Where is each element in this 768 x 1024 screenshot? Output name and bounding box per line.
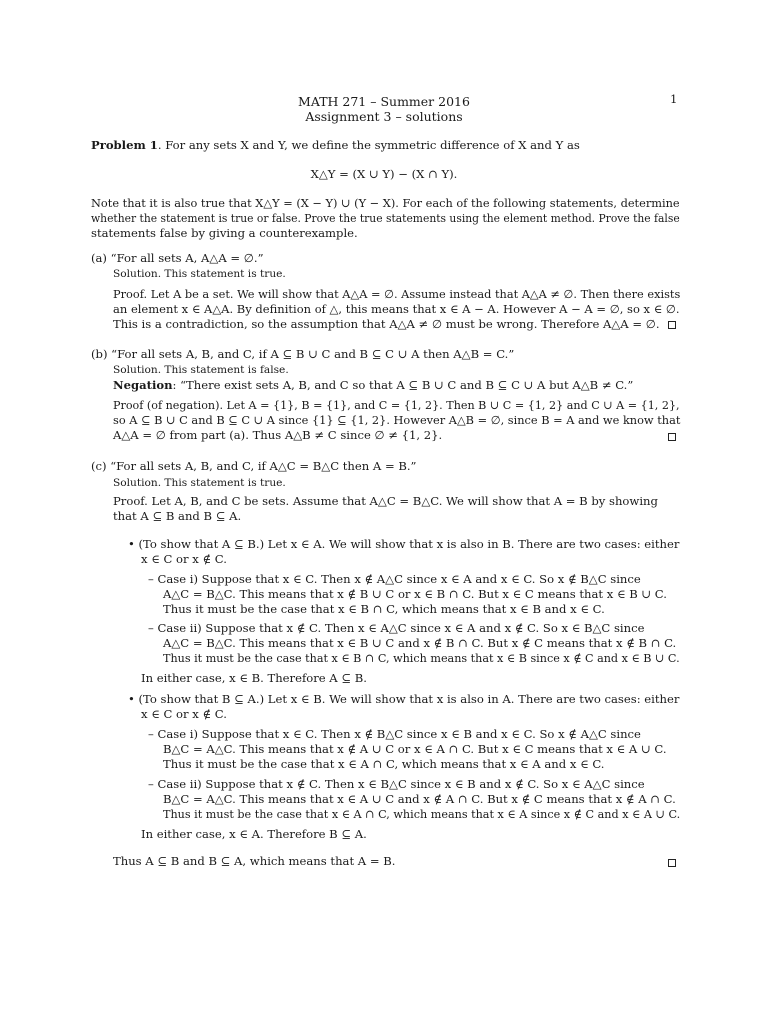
case-line: Thus it must be the case that x ∈ B ∩ C, which means that x ∈ B since x ∉ C and x ∈ B ∪ C.	[163, 651, 680, 665]
part-c-proof-line: Proof. Let A, B, and C be sets. Assume that A△C = B△C. We will show that A = B by showing	[113, 494, 658, 508]
negation-label: Negation	[113, 378, 173, 392]
part-a-proof-line: an element x ∈ A△A. By definition of △, this means that x ∈ A − A. However A − A = ∅, so x ∈ ∅.	[113, 302, 680, 316]
page-number: 1	[670, 92, 678, 106]
qed-square-icon	[668, 859, 676, 867]
part-b-proof-line: A△A = ∅ from part (a). Thus A△B ≠ C since ∅ ≠ {1, 2}.	[113, 428, 443, 442]
case-line: – Case ii) Suppose that x ∉ C. Then x ∈ B△C since x ∈ B and x ∉ C. So x ∈ A△C since	[148, 777, 645, 791]
case-line: B△C = A△C. This means that x ∈ A ∪ C and x ∉ A ∩ C. But x ∉ C means that x ∉ A ∩ C.	[163, 792, 676, 806]
problem-intro	[91, 138, 580, 153]
qed-square-icon	[668, 321, 676, 329]
part-c-conclusion: Thus A ⊆ B and B ⊆ A, which means that A = B.	[113, 854, 396, 868]
part-a-solution: Solution. This statement is true.	[113, 268, 286, 280]
course-title: MATH 271 – Summer 2016	[298, 94, 470, 109]
negation-text: : “There exist sets A, B, and C so that A ⊆ B ∪ C and B ⊆ C ∪ A but A△B ≠ C.”	[172, 378, 634, 392]
definition-formula: X△Y = (X ∪ Y) − (X ∩ Y).	[310, 167, 458, 181]
part-a-proof-line: This is a contradiction, so the assumption that A△A ≠ ∅ must be wrong. Therefore A△A = ∅.	[113, 317, 660, 331]
case-line: – Case i) Suppose that x ∈ C. Then x ∉ B△C since x ∈ B and x ∈ C. So x ∉ A△C since	[148, 727, 641, 741]
part-a-statement: (a) “For all sets A, A△A = ∅.”	[91, 251, 264, 265]
problem-intro-text: . For any sets X and Y, we define the symmetric difference of X and Y as	[157, 138, 580, 152]
part-c-solution: Solution. This statement is true.	[113, 477, 286, 489]
case-line: B△C = A△C. This means that x ∉ A ∪ C or x ∈ A ∩ C. But x ∈ C means that x ∈ A ∪ C.	[163, 742, 667, 756]
part-b-negation	[113, 378, 633, 393]
part-c-proof-line: that A ⊆ B and B ⊆ A.	[113, 509, 242, 523]
case-line: – Case i) Suppose that x ∈ C. Then x ∉ A△C since x ∈ A and x ∈ C. So x ∉ B△C since	[148, 572, 641, 586]
either-case-line: In either case, x ∈ A. Therefore B ⊆ A.	[141, 827, 367, 841]
part-b-solution: Solution. This statement is false.	[113, 364, 289, 376]
case-line: A△C = B△C. This means that x ∈ B ∪ C and x ∉ B ∩ C. But x ∉ C means that x ∉ B ∩ C.	[163, 636, 677, 650]
case-line: Thus it must be the case that x ∈ A ∩ C, which means that x ∈ A and x ∈ C.	[163, 757, 605, 771]
case-line: – Case ii) Suppose that x ∉ C. Then x ∈ A△C since x ∈ A and x ∉ C. So x ∈ B△C since	[148, 621, 645, 635]
part-a-proof-line: Proof. Let A be a set. We will show that A△A = ∅. Assume instead that A△A ≠ ∅. Then there exists	[113, 287, 681, 301]
case-line: A△C = B△C. This means that x ∉ B ∪ C or x ∈ B ∩ C. But x ∈ C means that x ∈ B ∪ C.	[163, 587, 667, 601]
part-c-statement: (c) “For all sets A, B, and C, if A△C = B△C then A = B.”	[91, 459, 417, 473]
bullet-b-subset-a: • (To show that B ⊆ A.) Let x ∈ B. We will show that x is also in A. There are two cases: either	[128, 692, 680, 706]
part-b-proof-line: so A ⊆ B ∪ C and B ⊆ C ∪ A since {1} ⊆ {1, 2}. However A△B = ∅, since B = A and we know that	[113, 413, 681, 427]
case-line: Thus it must be the case that x ∈ A ∩ C, which means that x ∈ A since x ∉ C and x ∈ A ∪ C.	[163, 807, 681, 821]
note-line: Note that it is also true that X△Y = (X − Y) ∪ (Y − X). For each of the following statements, determine	[91, 196, 680, 210]
bullet-a-subset-b: • (To show that A ⊆ B.) Let x ∈ A. We will show that x is also in B. There are two cases: either	[128, 537, 680, 551]
part-b-proof-line: Proof (of negation). Let A = {1}, B = {1}, and C = {1, 2}. Then B ∪ C = {1, 2} and C ∪ A = {1, 2},	[113, 398, 680, 412]
problem-label: Problem 1	[91, 138, 158, 152]
note-line: statements false by giving a counterexample.	[91, 226, 358, 240]
bullet-b-subset-a-cont: x ∈ C or x ∉ C.	[141, 707, 227, 721]
note-line: whether the statement is true or false. Prove the true statements using the element method. Prove the false	[91, 211, 680, 225]
part-b-statement: (b) “For all sets A, B, and C, if A ⊆ B ∪ C and B ⊆ C ∪ A then A△B = C.”	[91, 347, 515, 361]
assignment-title: Assignment 3 – solutions	[305, 109, 463, 124]
either-case-line: In either case, x ∈ B. Therefore A ⊆ B.	[141, 671, 367, 685]
case-line: Thus it must be the case that x ∈ B ∩ C, which means that x ∈ B and x ∈ C.	[163, 602, 605, 616]
bullet-a-subset-b-cont: x ∈ C or x ∉ C.	[141, 552, 227, 566]
qed-square-icon	[668, 433, 676, 441]
